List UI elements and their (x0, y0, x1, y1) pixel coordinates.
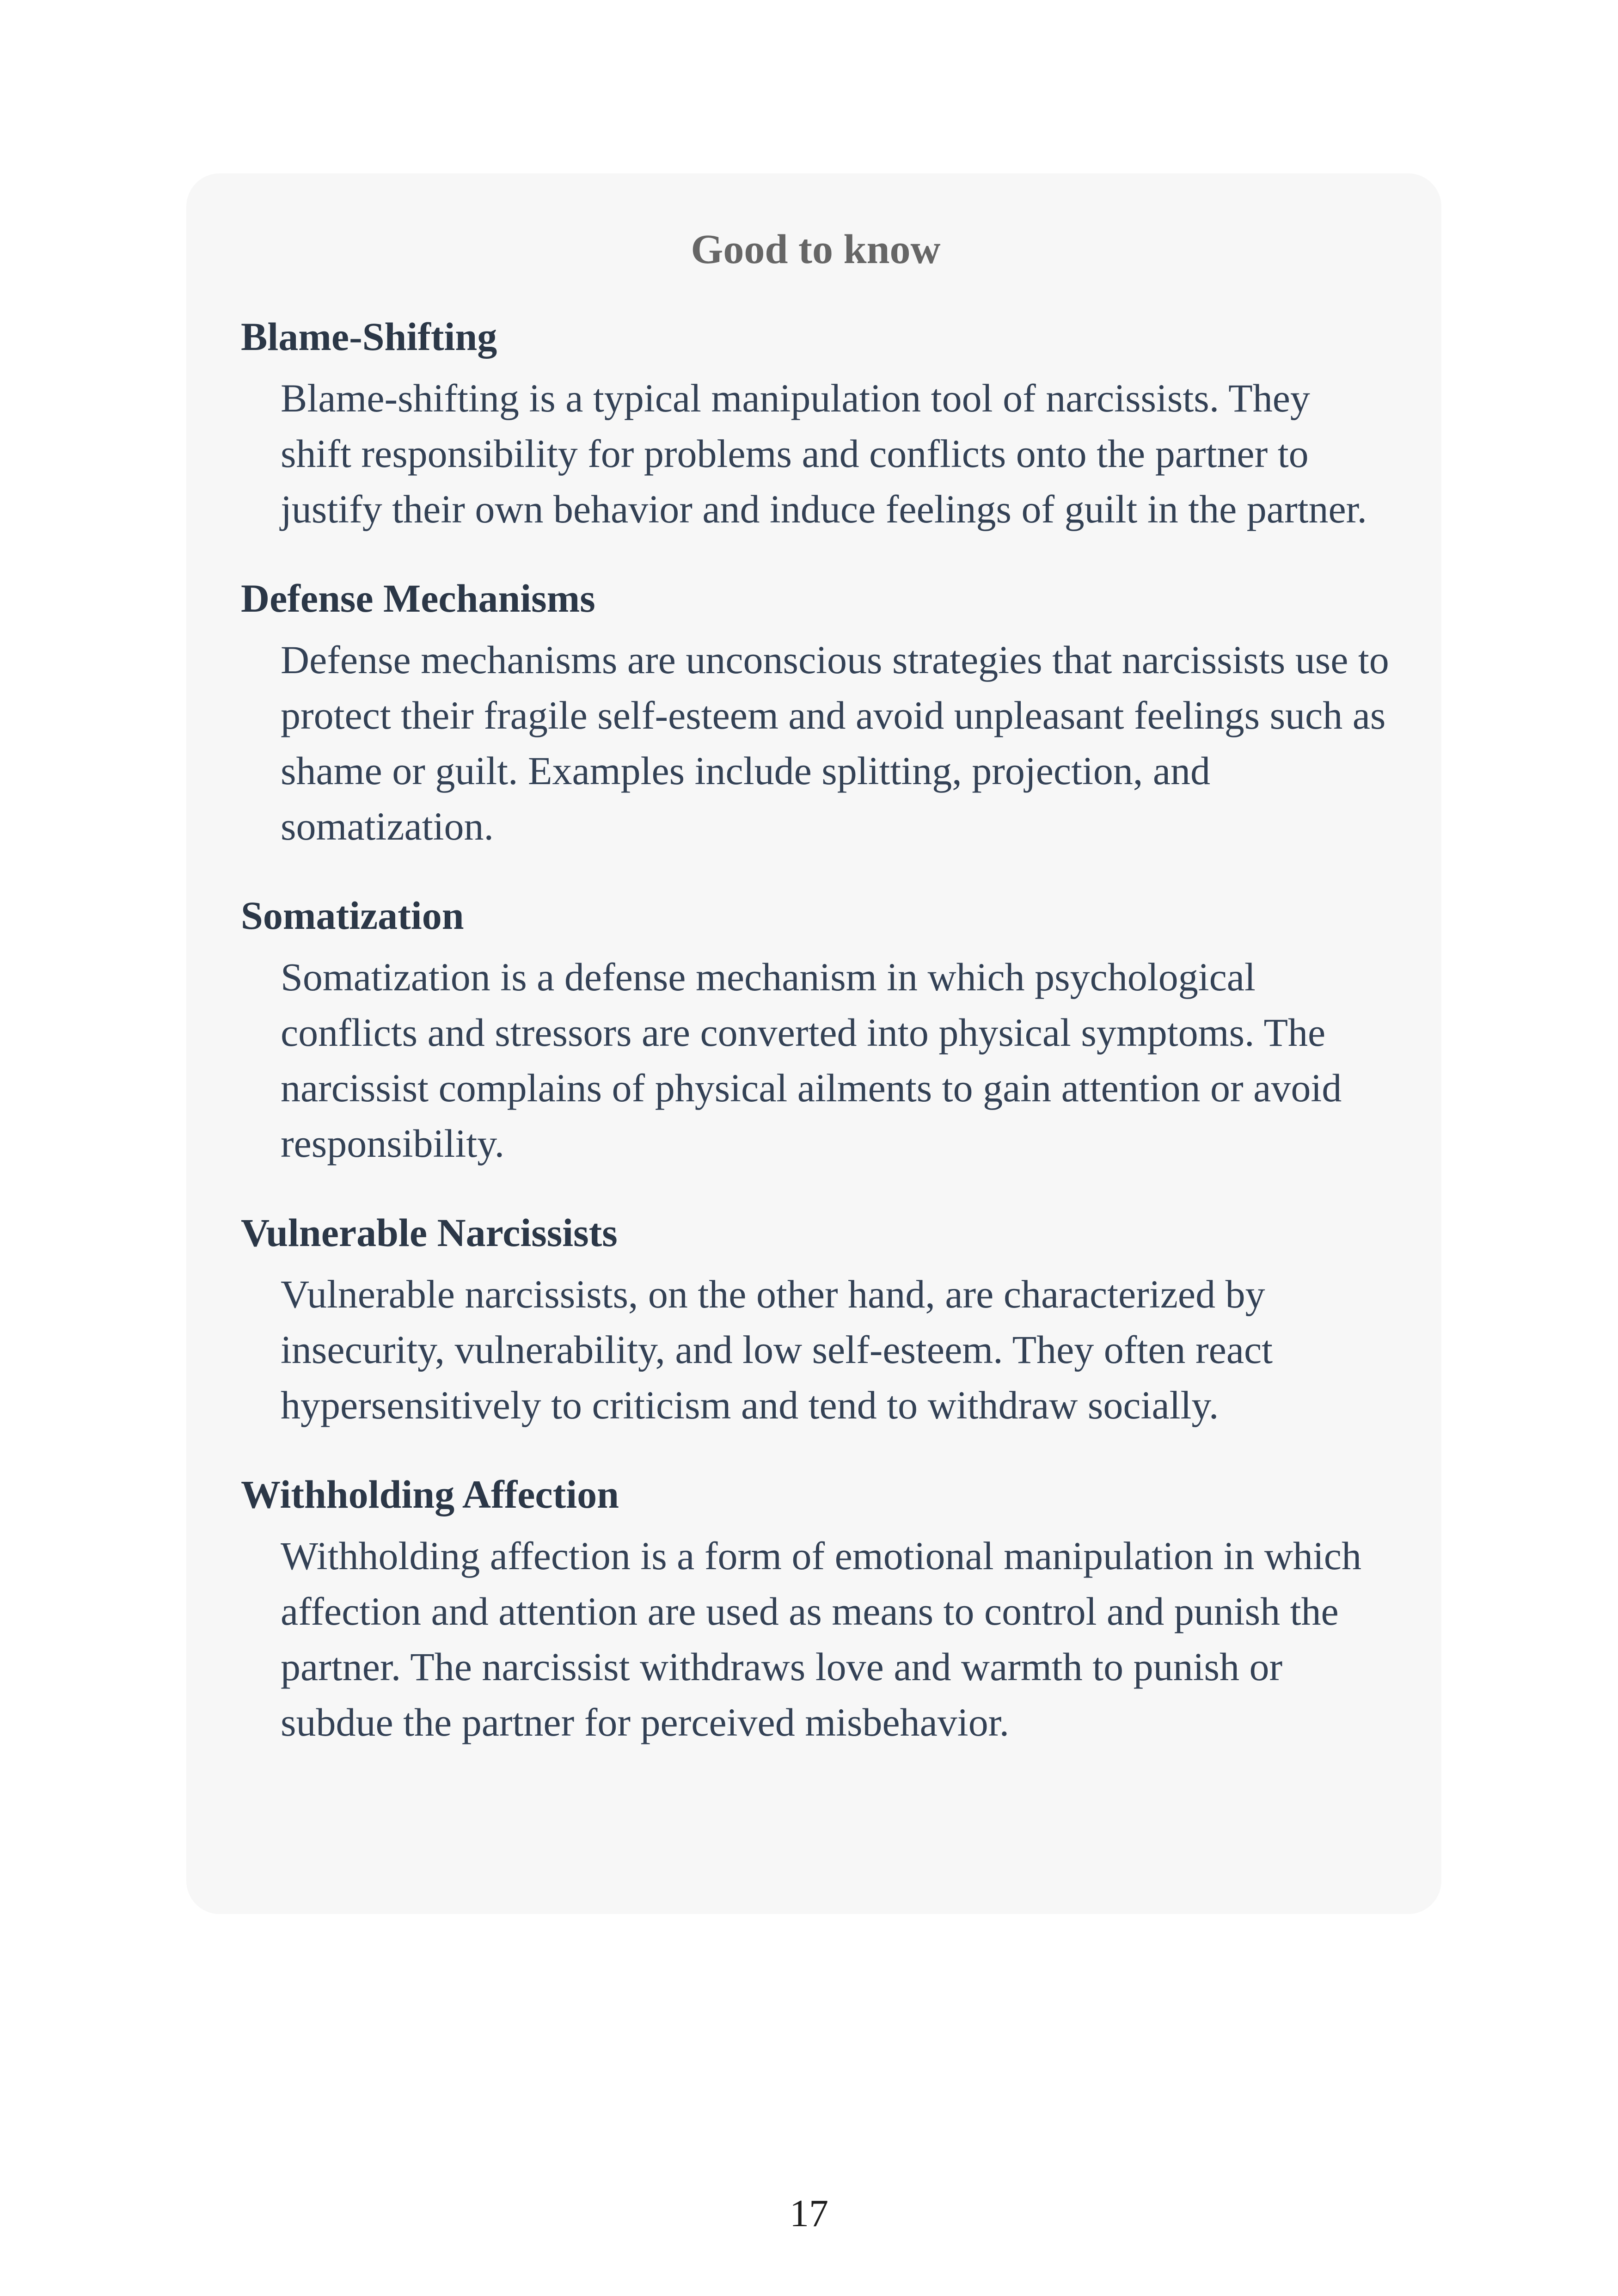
term-entry (241, 1210, 1391, 1433)
good-to-know-box (186, 173, 1441, 1914)
box-title: Good to know (691, 227, 941, 272)
term-definition: Somatization is a defense mechanism in which psychological conflicts and stressors are converted into physical symptoms. The narcissist complains of physical ailments to gain attention or avoid responsibility. (281, 955, 1342, 1166)
term-name: Vulnerable Narcissists (241, 1210, 618, 1255)
term-definition: Vulnerable narcissists, on the other hand, are characterized by insecurity, vulnerability, and low self-esteem. They often react hypersensitively to criticism and tend to withdraw socially. (281, 1272, 1273, 1427)
term-definition: Defense mechanisms are unconscious strategies that narcissists use to protect their fragile self-esteem and avoid unpleasant feelings such as shame or guilt. Examples include splitting, projection, and somatization. (281, 638, 1389, 848)
term-entry (241, 893, 1391, 1171)
term-entry (241, 1474, 1391, 1750)
page-number: 17 (790, 2192, 828, 2235)
term-name: Withholding Affection (241, 1472, 619, 1516)
term-name: Defense Mechanisms (241, 576, 595, 620)
term-definition: Blame-shifting is a typical manipulation tool of narcissists. They shift responsibility for problems and conflicts onto the partner to justify their own behavior and induce feelings of guilt in the partner. (281, 376, 1367, 531)
term-name: Blame-Shifting (241, 314, 497, 359)
term-entry (241, 578, 1391, 854)
term-definition: Withholding affection is a form of emotional manipulation in which affection and attention are used as means to control and punish the partner. The narcissist withdraws love and warmth to punish or subdue the partner for perceived misbehavior. (281, 1534, 1361, 1744)
term-entry (241, 314, 1391, 537)
term-name: Somatization (241, 893, 464, 938)
